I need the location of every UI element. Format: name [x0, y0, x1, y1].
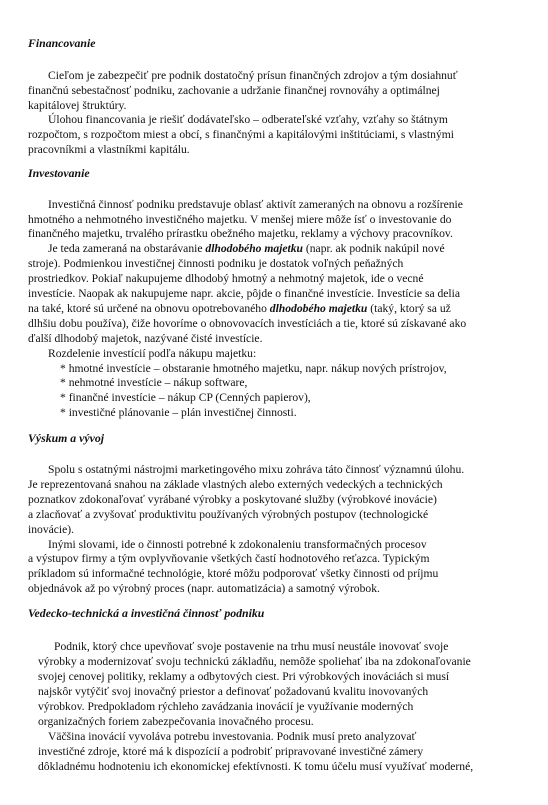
paragraph-line: stroje). Podmienkou investičnej činnosti podniku je dostatok voľných peňažných	[28, 257, 404, 270]
list-item: * finančné investície – nákup CP (Cenných papierov),	[60, 391, 311, 404]
paragraph-line: výrobky a modernizovať svoju technickú základňu, nemôže spoliehať iba na zdokonaľovanie	[38, 655, 471, 668]
paragraph-line: rozpočtom, s rozpočtom miest a obcí, s finančnými a kapitálovými inštitúciami, s vlastnými	[28, 128, 454, 141]
paragraph-line: objednávok až po výrobný proces (napr. automatizácia) a samotný výrobok.	[28, 582, 380, 595]
paragraph-line: Cieľom je zabezpečiť pre podnik dostatočný prísun finančných zdrojov a tým dosiahnuť	[48, 69, 458, 82]
paragraph-line: Je teda zameraná na obstarávanie dlhodobého majetku (napr. ak podnik nakúpil nové	[48, 242, 445, 255]
section-heading: Investovanie	[28, 166, 90, 180]
paragraph-line: Spolu s ostatnými nástrojmi marketingového mixu zohráva táto činnosť významnú úlohu.	[48, 463, 465, 476]
list-item: * nehmotné investície – nákup software,	[60, 376, 248, 389]
paragraph-line: Investičná činnosť podniku predstavuje oblasť aktivít zameraných na obnovu a rozšírenie	[48, 198, 463, 211]
paragraph-line: poznatkov zdokonaľovať vyrábané výrobky a poskytované služby (výrobkové inovácie)	[28, 493, 437, 506]
paragraph-line: organizačných foriem zabezpečovania inovačného procesu.	[38, 715, 314, 728]
paragraph-line: Úlohou financovania je riešiť dodávateľsko – odberateľské vzťahy, vzťahy so štátnym	[48, 113, 448, 126]
paragraph-line: finančného majetku, trvalého prírastku obežného majetku, reklamy a výchovy pracovníkov.	[28, 227, 453, 240]
paragraph-line: investičné zdroje, ktoré má k dispozícií a podrobiť pripravované investičné zámery	[38, 745, 424, 758]
section-heading: Vedecko-technická a investičná činnosť podniku	[28, 606, 265, 620]
paragraph-line: hmotného a nehmotného investičného majetku. V menšej miere môže ísť o investovanie do	[28, 213, 452, 226]
paragraph-line: finančnú sebestačnosť podniku, zachovanie a udržanie finančnej rovnováhy a optimálnej	[28, 84, 440, 97]
paragraph-line: Podnik, ktorý chce upevňovať svoje postavenie na trhu musí neustále inovovať svoje	[54, 640, 449, 653]
paragraph-line: a zlacňovať a zvyšovať produktivitu používaných výrobných postupov (technologické	[28, 508, 429, 521]
section-heading: Výskum a vývoj	[28, 431, 105, 445]
paragraph-line: investície. Naopak ak nakupujeme napr. akcie, pôjde o finančné investície. Investície sa delia	[28, 287, 461, 300]
paragraph-line: prostriedkov. Pokiaľ nakupujeme dlhodobý hmotný a nehmotný majetok, ide o vecné	[28, 272, 424, 285]
paragraph-line: dlhšiu dobu používa), čiže hovoríme o obnovovacích investíciách a tie, ktoré sú získavané ako	[28, 317, 467, 330]
paragraph-line: Väčšina inovácií vyvoláva potrebu investovania. Podnik musí preto analyzovať	[48, 730, 417, 743]
paragraph-line: výrobkov. Predpokladom rýchleho zavádzania inovácií je využívanie moderných	[38, 700, 414, 713]
paragraph-line: kapitálovej štruktúry.	[28, 99, 127, 112]
paragraph-line: pracovníkmi a vlastníkmi kapitálu.	[28, 143, 190, 156]
paragraph-line: Je reprezentovaná snahou na základe vlastných alebo externých vedeckých a technických	[28, 478, 443, 491]
paragraph-line: Rozdelenie investícií podľa nákupu majetku:	[48, 347, 257, 360]
paragraph-line: svojej cenovej politiky, reklamy a odbytových ciest. Pri výrobkových inováciách si musí	[38, 670, 450, 683]
list-item: * investičné plánovanie – plán investičnej činnosti.	[60, 406, 297, 419]
paragraph-line: ďalší dlhodobý majetok, nazývané čisté investície.	[28, 332, 263, 345]
paragraph-line: príkladom sú informačné technológie, ktoré môžu podporovať všetky činnosti od príjmu	[28, 567, 439, 580]
paragraph-line: inovácie).	[28, 523, 75, 536]
paragraph-line: dôkladnému hodnoteniu ich ekonomickej efektívnosti. K tomu účelu musí využívať moderné,	[38, 760, 474, 773]
list-item: * hmotné investície – obstaranie hmotného majetku, napr. nákup nových prístrojov,	[60, 362, 447, 375]
paragraph-line: na také, ktoré sú určené na obnovu opotrebovaného dlhodobého majetku (taký, ktorý sa už	[28, 302, 451, 315]
section-heading: Financovanie	[28, 36, 96, 50]
paragraph-line: najskôr vytýčiť svoj inovačný priestor a definovať požadovanú kvalitu inovovaných	[38, 685, 429, 698]
paragraph-line: a výstupov firmy a tým ovplyvňovanie všetkých častí hodnotového reťazca. Typickým	[28, 552, 430, 565]
paragraph-line: Inými slovami, ide o činnosti potrebné k zdokonaleniu transformačných procesov	[48, 538, 427, 551]
